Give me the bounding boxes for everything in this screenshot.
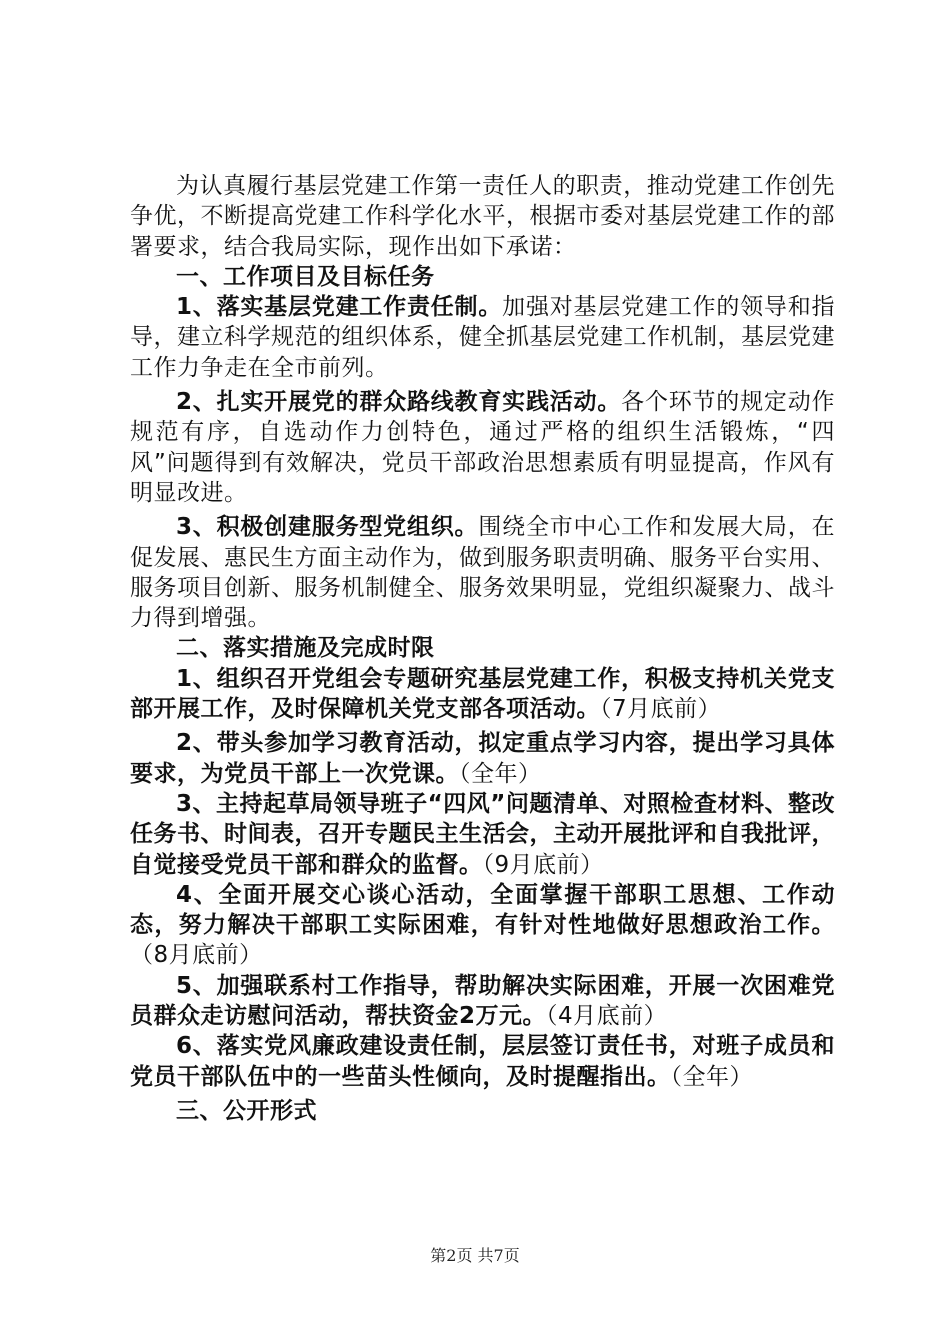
document-body (130, 171, 835, 1126)
measure-item-4-deadline: （8月底前） (130, 942, 263, 969)
measure-item-1-text: 1、组织召开党组会专题研究基层党建工作，积极支持机关党支部开展工作，及时保障机关党支部各项活动。 (130, 665, 835, 723)
measure-item-4 (130, 880, 835, 971)
section-heading-3: 三、公开形式 (176, 1097, 317, 1124)
target-item-1 (130, 292, 835, 383)
measure-item-6-deadline: （全年） (670, 1063, 753, 1090)
page-footer: 第2页 共7页 (430, 1246, 520, 1265)
measure-item-5-deadline: （4月底前） (546, 1003, 668, 1030)
target-item-2-body: 各个环节的规定动作规范有序，自选动作力创特色，通过严格的组织生活锻炼，“四风”问题得到有效解决，党员干部政治思想素质有明显提高，作风有明显改进。 (130, 389, 835, 506)
measure-item-2 (130, 728, 835, 789)
section-heading-1: 一、工作项目及目标任务 (176, 263, 435, 290)
measure-item-5 (130, 971, 835, 1032)
measure-item-4-text: 4、全面开展交心谈心活动，全面掌握干部职工思想、工作动态，努力解决干部职工实际困难，有针对性地做好思想政治工作。 (130, 881, 835, 939)
measure-item-3 (130, 789, 835, 880)
target-item-3 (130, 512, 835, 633)
measure-item-6 (130, 1031, 835, 1092)
target-item-2-lead: 2、扎实开展党的群众路线教育实践活动。 (176, 389, 622, 416)
section-heading-2: 二、落实措施及完成时限 (176, 635, 435, 662)
measure-item-6-text: 6、落实党风廉政建设责任制，层层签订责任书，对班子成员和党员干部队伍中的一些苗头性倾向，及时提醒指出。 (130, 1033, 835, 1090)
target-item-3-lead: 3、积极创建服务型党组织。 (176, 514, 479, 541)
measure-item-3-text: 3、主持起草局领导班子“四风”问题清单、对照检查材料、整改任务书、时间表，召开专题民主生活会，主动开展批评和自我批评，自觉接受党员干部和群众的监督。 (130, 790, 835, 878)
target-item-2 (130, 387, 835, 508)
target-item-1-lead: 1、落实基层党建工作责任制。 (176, 294, 503, 321)
target-item-3-body: 围绕全市中心工作和发展大局，在促发展、惠民生方面主动作为，做到服务职责明确、服务平台实用、服务项目创新、服务机制健全、服务效果明显，党组织凝聚力、战斗力得到增强。 (130, 514, 835, 632)
measure-item-2-text: 2、带头参加学习教育活动，拟定重点学习内容，提出学习具体要求，为党员干部上一次党课。 (130, 730, 835, 787)
measure-item-2-deadline: （全年） (459, 760, 542, 787)
intro-paragraph: 为认真履行基层党建工作第一责任人的职责，推动党建工作创先争优，不断提高党建工作科学化水平，根据市委对基层党建工作的部署要求，结合我局实际，现作出如下承诺： (130, 173, 835, 260)
measure-item-1 (130, 664, 835, 725)
measure-item-1-deadline: （7月底前） (600, 696, 722, 723)
measure-item-3-deadline: （9月底前） (482, 851, 604, 878)
measure-item-5-text: 5、加强联系村工作指导，帮助解决实际困难，开展一次困难党员群众走访慰问活动，帮扶资金2万元。 (130, 972, 835, 1030)
target-item-1-body: 加强对基层党建工作的领导和指导，建立科学规范的组织体系，健全抓基层党建工作机制，基层党建工作力争走在全市前列。 (130, 294, 836, 381)
